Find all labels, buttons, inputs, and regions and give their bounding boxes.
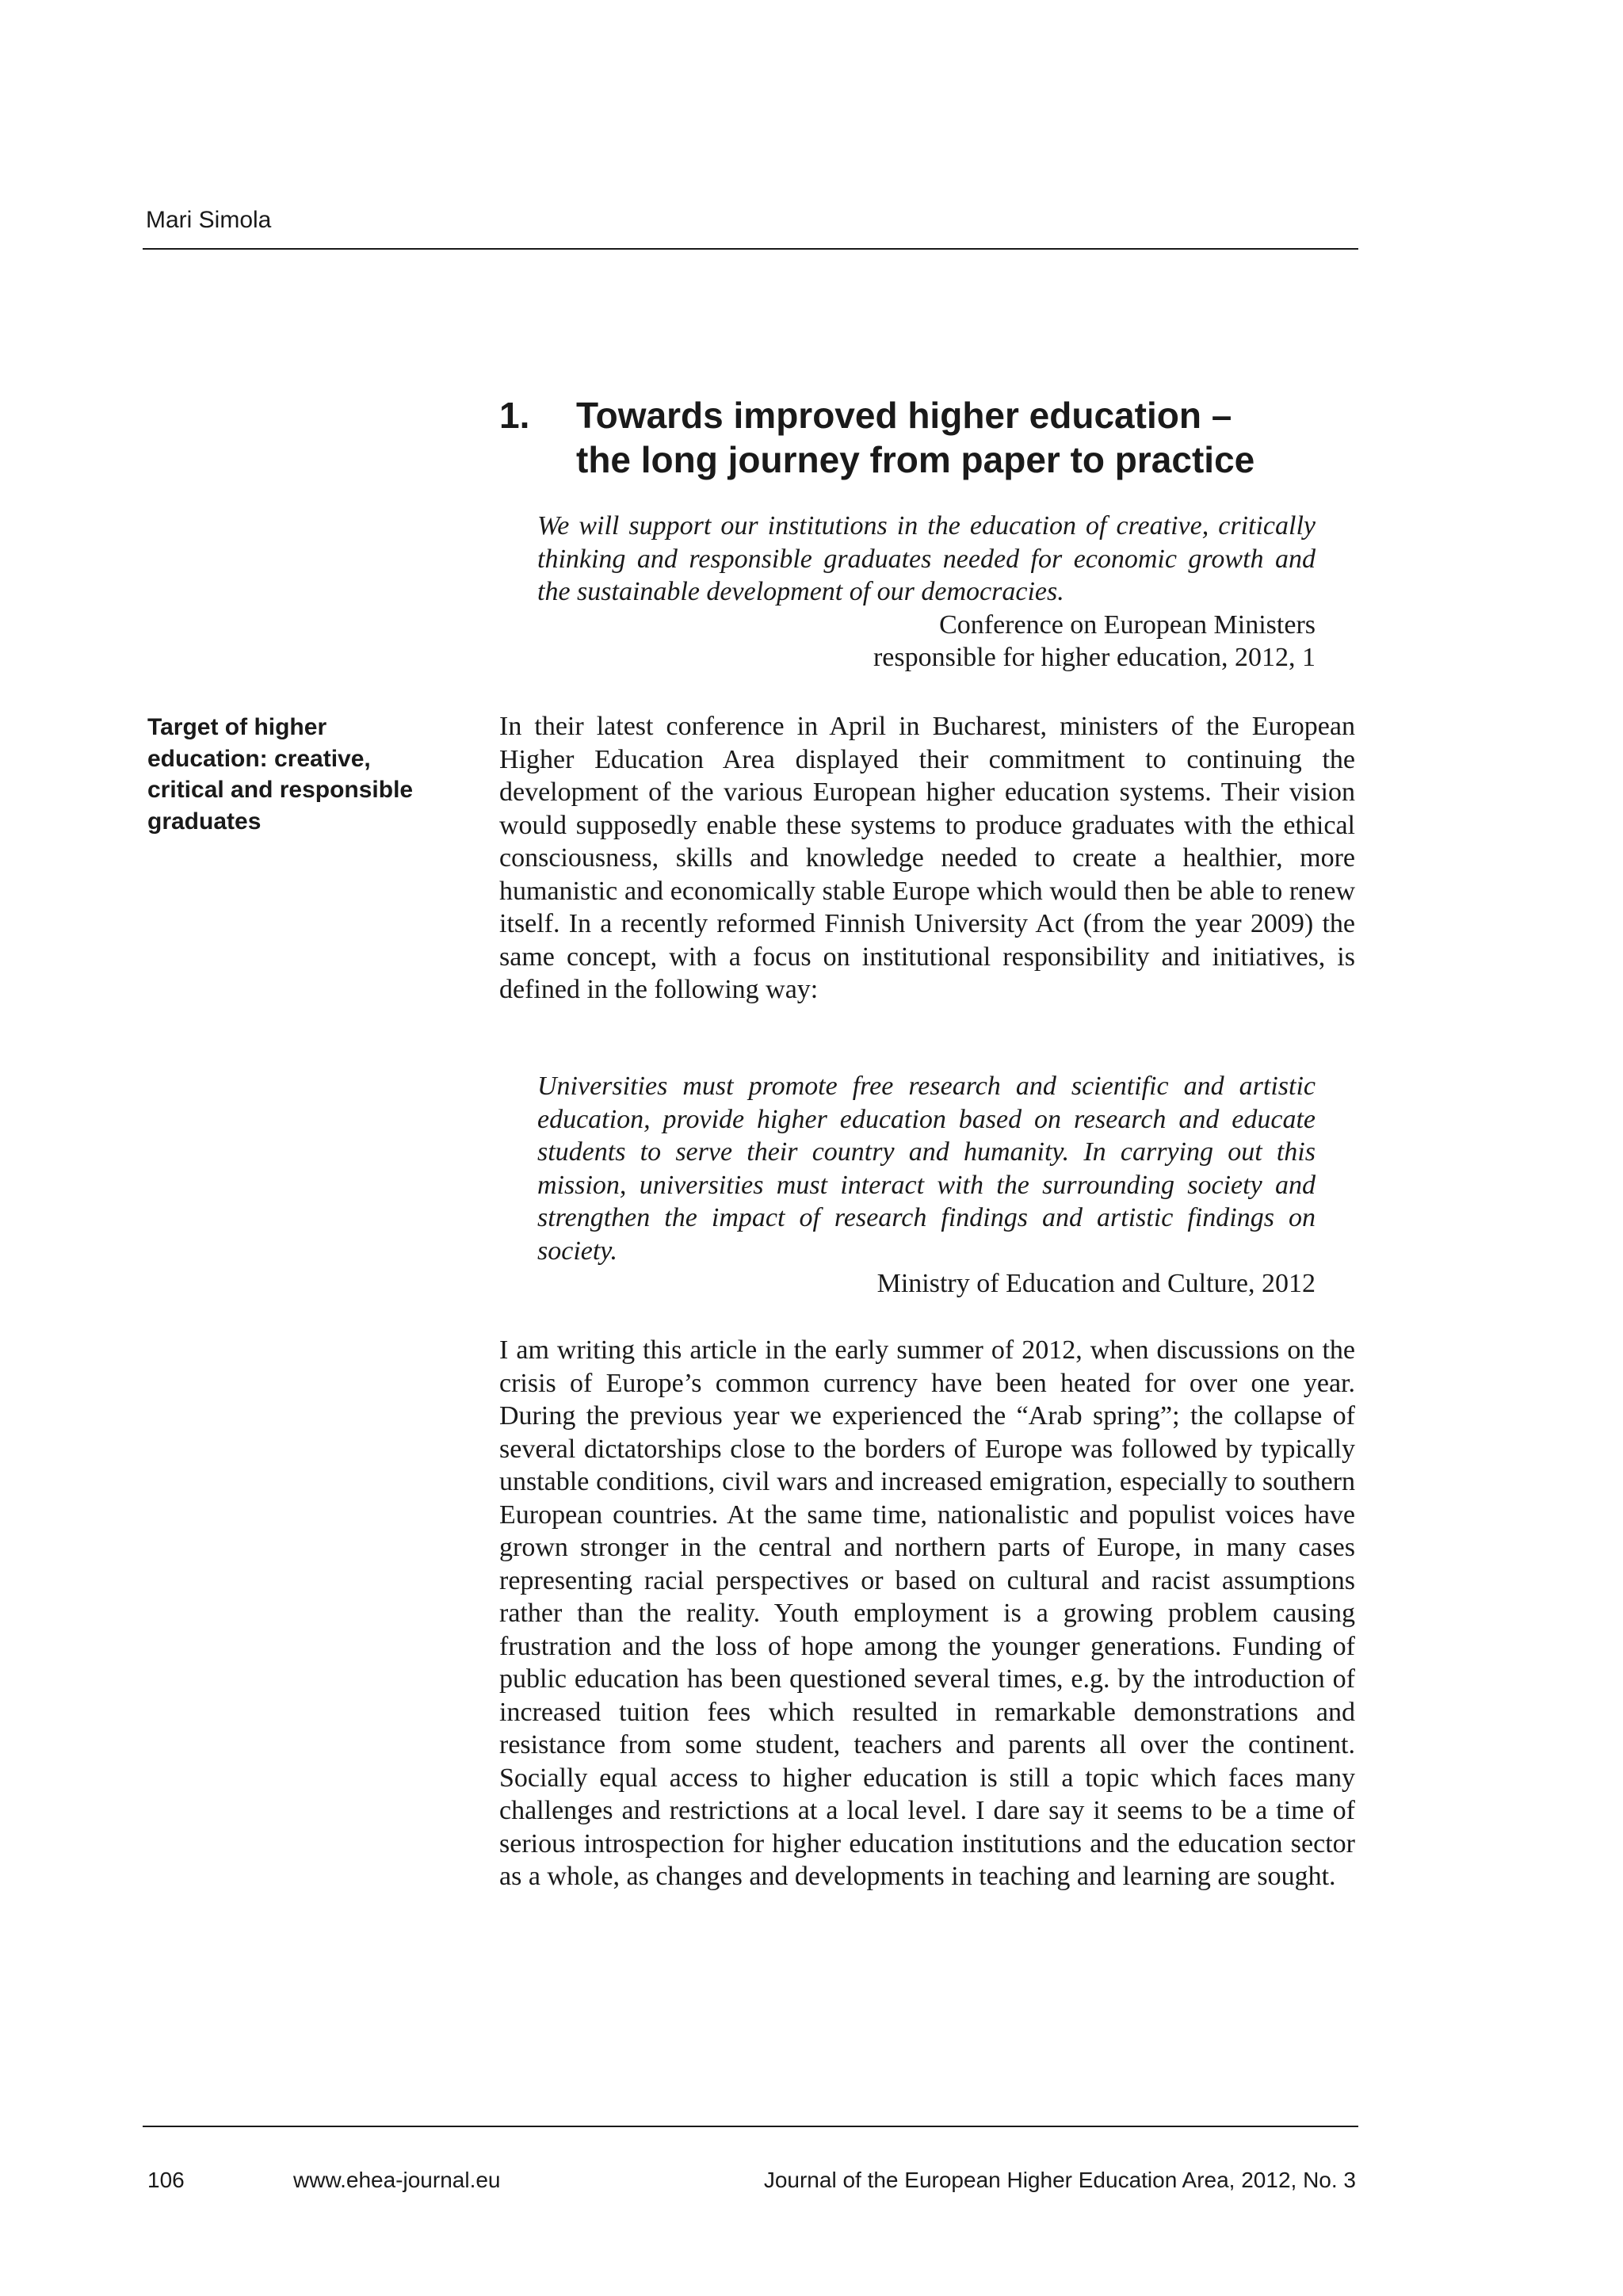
page-number: 106 xyxy=(147,2168,185,2192)
journal-citation: Journal of the European Higher Education Area, 2012, No. 3 xyxy=(763,2168,1356,2192)
block-quote-source: Ministry of Education and Culture, 2012 xyxy=(876,1269,1316,1298)
journal-url: www.ehea-journal.eu xyxy=(293,2168,501,2192)
header-rule xyxy=(143,248,1358,250)
footer-rule xyxy=(143,2126,1358,2127)
margin-note: Target of higher education: creative, critical and responsible graduates xyxy=(147,714,414,835)
body-paragraph-2: I am writing this article in the early summer of 2012, when discussions on the crisis of Europe’s common currency have been heated for over one year. During the previous year we experienced the “Arab spring”; the collapse of several dictatorships close to the borders of Europe was followed by typically unstable conditions, civil wars and increased emigration, especially to southern European countries. At the same time, nationalistic and populist voices have grown stronger in the central and northern parts of Europe, in many cases representing racial perspectives or based on cultural and racist assumptions rather than the reality. Youth employment is a growing problem causing frustration and the loss of hope among the younger generations. Funding of public education has been questioned several times, e.g. by the introduction of increased tuition fees which resulted in remarkable demonstrations and resistance from some student, teachers and parents all over the continent. Socially equal access to higher education is still a topic which faces many challenges and restrictions at a local level. I dare say it seems to be a time of serious introspection for higher education institutions and the education sector as a whole, as changes and developments in teaching and learning are sought. xyxy=(499,1335,1355,1891)
section-number: 1. xyxy=(499,395,530,436)
running-head-author: Mari Simola xyxy=(146,207,272,233)
block-quote xyxy=(537,1070,1316,1301)
epigraph-source-line-2: responsible for higher education, 2012, 1 xyxy=(873,643,1316,672)
block-quote-text: Universities must promote free research and scientific and artistic education, provide higher education based on research and educate students to serve their country and humanity. In carrying out this mission, universities must interact with the surrounding society and strengthen the impact of research findings and artistic findings on society. xyxy=(537,1072,1316,1266)
body-paragraph-1: In their latest conference in April in Bucharest, ministers of the European Higher Education Area displayed their commitment to continuing the development of the various European higher education systems. Their vision would supposedly enable these systems to produce graduates with the ethical consciousness, skills and knowledge needed to create a healthier, more humanistic and economically stable Europe which would then be able to renew itself. In a recently reformed Finnish University Act (from the year 2009) the same concept, with a focus on institutional responsibility and initiatives, is defined in the following way: xyxy=(499,712,1355,1004)
section-title-line-1: Towards improved higher education – xyxy=(576,395,1232,436)
epigraph xyxy=(537,510,1316,674)
section-title-line-2: the long journey from paper to practice xyxy=(576,439,1255,480)
epigraph-source-line-1: Conference on European Ministers xyxy=(939,609,1316,640)
section-title xyxy=(576,393,1254,482)
epigraph-text: We will support our institutions in the education of creative, critically thinking and responsible graduates needed for economic growth and the sustainable development of our democracies. xyxy=(537,511,1316,606)
